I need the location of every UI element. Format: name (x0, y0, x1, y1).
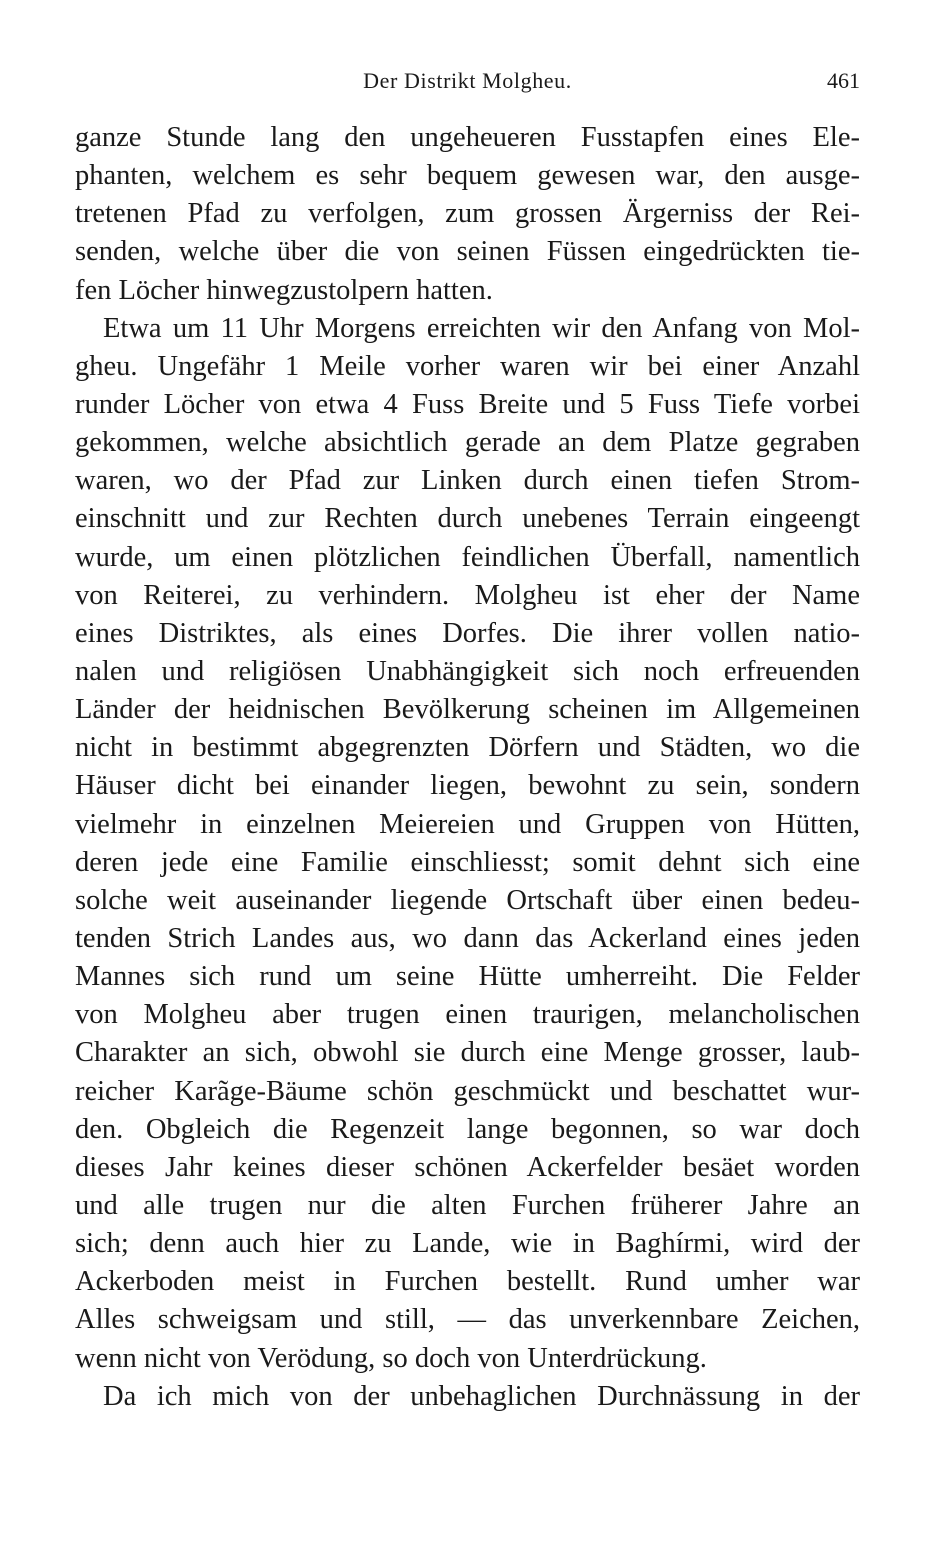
text-line: wurde, um einen plötzlichen feindlichen Überfall, namentlich (75, 541, 860, 573)
text-line: tenden Strich Landes aus, wo dann das Ackerland eines jeden (75, 922, 860, 954)
text-line: phanten, welchem es sehr bequem gewesen war, den ausge- (75, 160, 860, 192)
text-line: Mannes sich rund um seine Hütte umherreiht. Die Felder (75, 961, 860, 993)
text-line: Alles schweigsam und still, — das unverkennbare Zeichen, (75, 1304, 860, 1336)
text-line: gekommen, welche absichtlich gerade an dem Platze gegraben (75, 427, 860, 459)
text-line: und alle trugen nur die alten Furchen früherer Jahre an (75, 1189, 860, 1221)
text-line: Charakter an sich, obwohl sie durch eine Menge grosser, laub- (75, 1037, 860, 1069)
text-line: eines Distriktes, als eines Dorfes. Die ihrer vollen natio- (75, 617, 860, 649)
text-line: gheu. Ungefähr 1 Meile vorher waren wir bei einer Anzahl (75, 350, 860, 382)
page-number: 461 (827, 68, 860, 93)
text-line: Länder der heidnischen Bevölkerung scheinen im Allgemeinen (75, 694, 860, 726)
text-line: senden, welche über die von seinen Füssen eingedrückten tie- (75, 236, 860, 268)
text-line: waren, wo der Pfad zur Linken durch einen tiefen Strom- (75, 465, 860, 497)
running-title: Der Distrikt Molgheu. (363, 68, 572, 93)
text-line: Häuser dicht bei einander liegen, bewohnt zu sein, sondern (75, 770, 860, 802)
text-line: runder Löcher von etwa 4 Fuss Breite und 5 Fuss Tiefe vorbei (75, 388, 860, 420)
text-line: Ackerboden meist in Furchen bestellt. Rund umher war (75, 1266, 860, 1298)
text-line: solche weit auseinander liegende Ortschaft über einen bedeu- (75, 884, 860, 916)
text-line: Da ich mich von der unbehaglichen Durchnässung in der (103, 1380, 860, 1412)
text-line: deren jede eine Familie einschliesst; somit dehnt sich eine (75, 846, 860, 878)
text-line: den. Obgleich die Regenzeit lange begonnen, so war doch (75, 1113, 860, 1145)
text-line: von Reiterei, zu verhindern. Molgheu ist eher der Name (75, 579, 860, 611)
body-text (75, 119, 860, 1416)
text-line: dieses Jahr keines dieser schönen Ackerfelder besäet worden (75, 1151, 860, 1183)
text-line: Etwa um 11 Uhr Morgens erreichten wir den Anfang von Mol- (103, 312, 860, 344)
text-line: tretenen Pfad zu verfolgen, zum grossen Ärgerniss der Rei- (75, 198, 860, 230)
text-line: fen Löcher hinwegzustolpern hatten. (75, 274, 493, 306)
text-line: reicher Karãge-Bäume schön geschmückt und beschattet wur- (75, 1075, 860, 1107)
text-line: ganze Stunde lang den ungeheueren Fusstapfen eines Ele- (75, 122, 860, 153)
page-header (75, 66, 860, 100)
text-line: vielmehr in einzelnen Meiereien und Gruppen von Hütten, (75, 808, 860, 840)
text-line: nicht in bestimmt abgegrenzten Dörfern und Städten, wo die (75, 732, 860, 764)
text-line: von Molgheu aber trugen einen traurigen, melancholischen (75, 999, 860, 1031)
text-line: sich; denn auch hier zu Lande, wie in Baghírmi, wird der (75, 1228, 860, 1260)
text-line: wenn nicht von Verödung, so doch von Unterdrückung. (75, 1342, 707, 1374)
text-line: nalen und religiösen Unabhängigkeit sich noch erfreuenden (75, 655, 860, 687)
text-line: einschnitt und zur Rechten durch unebenes Terrain eingeengt (75, 503, 860, 535)
